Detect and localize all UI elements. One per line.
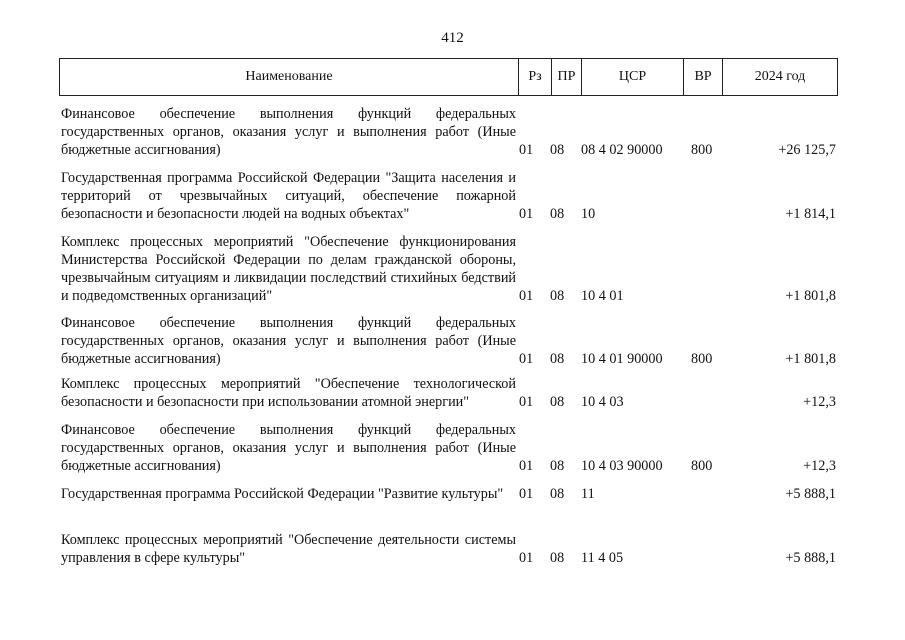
header-pr: ПР: [552, 59, 582, 95]
page-number: 412: [441, 30, 464, 46]
table-row: [61, 314, 838, 368]
table-row: [61, 233, 838, 305]
row-rz: 01: [519, 486, 534, 502]
table-row: [61, 421, 838, 475]
row-rz: 01: [519, 394, 534, 410]
row-name: Комплекс процессных мероприятий "Обеспечение деятельности системы управления в сфере культуры": [61, 532, 516, 566]
row-csr: 11: [581, 486, 595, 502]
row-rz: 01: [519, 142, 534, 158]
row-vr: 800: [691, 458, 713, 474]
row-rz: 01: [519, 458, 534, 474]
header-year: 2024 год: [754, 69, 806, 84]
row-name: Финансовое обеспечение выполнения функций федеральных государственных органов, оказания услуг и выполнения работ (Иные бюджетные ассигнования): [61, 106, 516, 158]
row-pr: 08: [550, 142, 565, 158]
row-amount: +12,3: [803, 458, 836, 474]
row-name: Финансовое обеспечение выполнения функций федеральных государственных органов, оказания услуг и выполнения работ (Иные бюджетные ассигнования): [61, 422, 516, 474]
row-csr: 10 4 01: [581, 288, 624, 304]
row-amount: +1 814,1: [785, 206, 836, 222]
row-vr: 800: [691, 142, 713, 158]
table-row: [61, 485, 838, 503]
header-rz: Рз: [519, 59, 552, 95]
row-csr: 10 4 03 90000: [581, 458, 663, 474]
row-rz: 01: [519, 288, 534, 304]
row-name: Финансовое обеспечение выполнения функций федеральных государственных органов, оказания услуг и выполнения работ (Иные бюджетные ассигнования): [61, 315, 516, 367]
row-amount: +12,3: [803, 394, 836, 410]
row-pr: 08: [550, 288, 565, 304]
row-amount: +1 801,8: [785, 351, 836, 367]
row-name: Комплекс процессных мероприятий "Обеспечение технологической безопасности и безопасности при использовании атомной энергии": [61, 376, 516, 410]
table-header: [59, 58, 838, 96]
row-amount: +5 888,1: [785, 550, 836, 566]
table-row: [61, 375, 838, 411]
row-csr: 10: [581, 206, 596, 222]
row-pr: 08: [550, 394, 565, 410]
row-pr: 08: [550, 486, 565, 502]
row-rz: 01: [519, 550, 534, 566]
row-csr: 11 4 05: [581, 550, 624, 566]
row-vr: 800: [691, 351, 713, 367]
row-pr: 08: [550, 206, 565, 222]
row-csr: 10 4 01 90000: [581, 351, 663, 367]
row-name: Государственная программа Российской Федерации "Защита населения и территорий от чрезвычайных ситуаций, обеспечение пожарной безопасности и безопасности людей на водных объектах": [61, 170, 516, 222]
table-row: [61, 105, 838, 159]
header-name: Наименование: [60, 59, 519, 95]
row-csr: 10 4 03: [581, 394, 624, 410]
row-rz: 01: [519, 206, 534, 222]
table-row: [61, 531, 838, 567]
row-rz: 01: [519, 351, 534, 367]
row-amount: +1 801,8: [785, 288, 836, 304]
row-amount: +26 125,7: [778, 142, 836, 158]
row-pr: 08: [550, 351, 565, 367]
row-pr: 08: [550, 550, 565, 566]
row-name: Комплекс процессных мероприятий "Обеспечение функционирования Министерства Российской Федерации по делам гражданской обороны, чрезвычайным ситуациям и ликвидации последствий стихийных бедствий и подведомственных организаций": [61, 234, 516, 304]
row-name: Государственная программа Российской Федерации "Развитие культуры": [61, 486, 504, 502]
header-vr: ВР: [684, 59, 723, 95]
table-row: [61, 169, 838, 223]
row-pr: 08: [550, 458, 565, 474]
row-csr: 08 4 02 90000: [581, 142, 663, 158]
row-amount: +5 888,1: [785, 486, 836, 502]
header-csr: ЦСР: [582, 59, 684, 95]
